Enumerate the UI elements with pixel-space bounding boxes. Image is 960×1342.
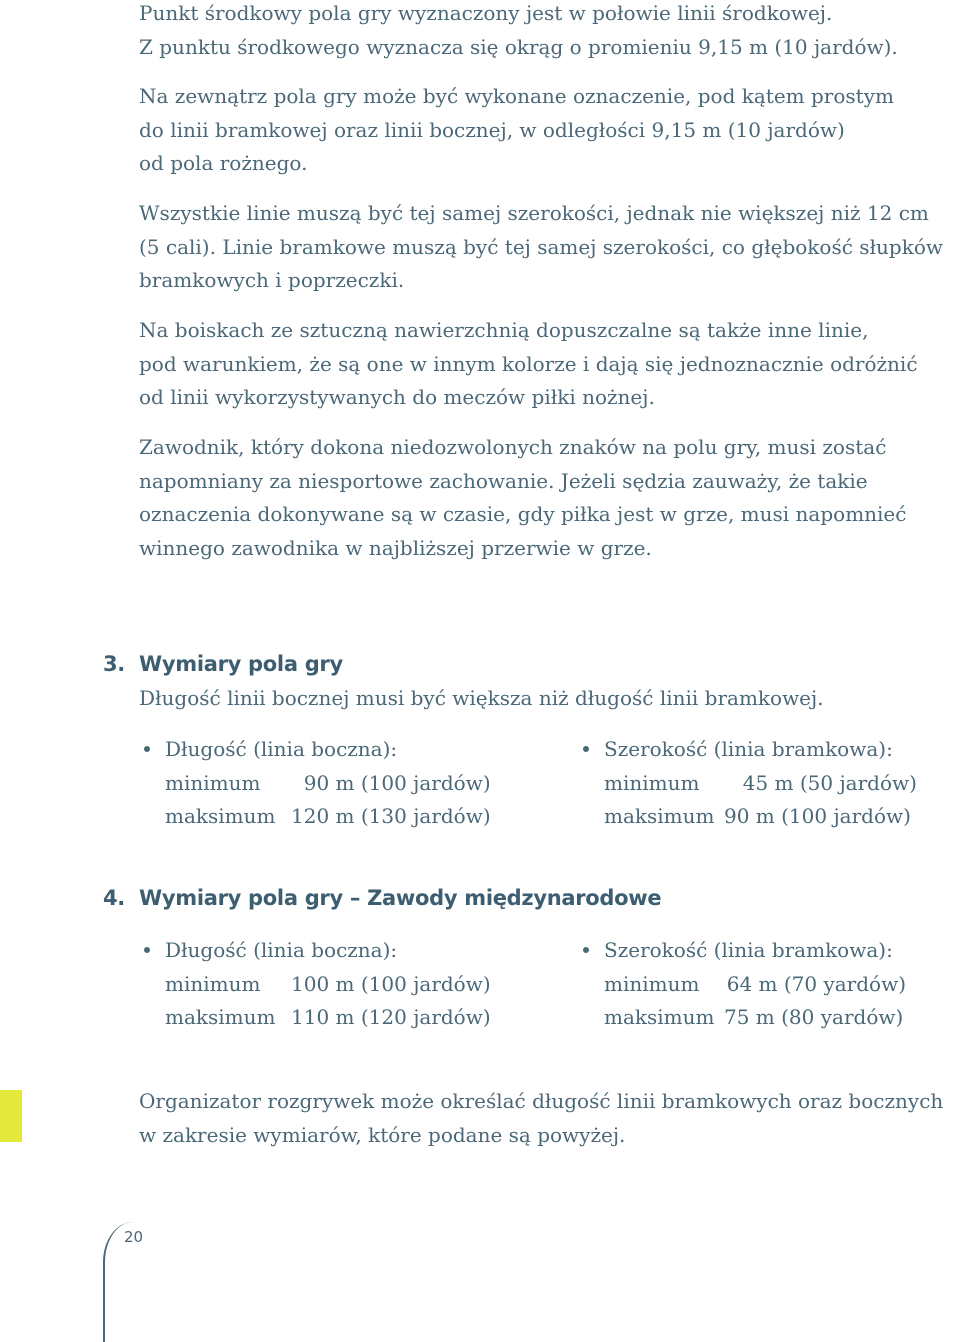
text-line: winnego zawodnika w najbliższej przerwie w grze.	[139, 535, 652, 560]
text-line: Wszystkie linie muszą być tej samej szerokości, jednak nie większej niż 12 cm	[139, 201, 929, 225]
text-line: oznaczenia dokonywane są w czasie, gdy piłka jest w grze, musi napomnieć	[139, 502, 907, 526]
text-line: do linii bramkowej oraz linii bocznej, w odległości 9,15 m (10 jardów)	[139, 117, 845, 142]
paragraph-outside-marking	[139, 80, 954, 181]
list-value: 90 m (100 jardów)	[291, 770, 491, 795]
section-3-intro	[139, 682, 954, 716]
list-key: maksimum	[604, 804, 715, 828]
page-number: 20	[124, 1228, 144, 1246]
organizer-note	[139, 1085, 960, 1152]
paragraph-unauthorized-marks	[139, 431, 954, 565]
list-value: 110 m (120 jardów)	[291, 1005, 491, 1029]
list-item	[165, 968, 491, 1002]
list-key: minimum	[165, 971, 261, 996]
paragraph-center-point	[139, 0, 954, 64]
section-title: Wymiary pola gry	[139, 652, 343, 676]
list-key: maksimum	[165, 804, 276, 828]
section-4-length-list	[165, 934, 491, 1035]
text-line: Zawodnik, który dokona niedozwolonych znaków na polu gry, musi zostać	[139, 435, 887, 459]
text-line: od linii wykorzystywanych do meczów piłki nożnej.	[139, 385, 655, 409]
list-key: minimum	[604, 770, 700, 795]
list-item	[604, 968, 906, 1002]
text-line: Z punktu środkowego wyznacza się okrąg o promieniu 9,15 m (10 jardów).	[139, 34, 898, 59]
text-line: Na boiskach ze sztuczną nawierzchnią dopuszczalne są także inne linie,	[139, 318, 869, 342]
bullet-icon	[144, 746, 150, 752]
text-line: pod warunkiem, że są one w innym kolorze i dają się jednoznacznie odróżnić	[139, 351, 918, 376]
list-label: Długość (linia boczna):	[165, 737, 398, 761]
section-3-length-list	[165, 733, 491, 834]
text-line: (5 cali). Linie bramkowe muszą być tej samej szerokości, co głębokość słupków	[139, 234, 943, 259]
section-title: Wymiary pola gry – Zawody międzynarodowe	[139, 886, 662, 910]
list-item	[604, 1001, 906, 1035]
list-item	[165, 1001, 491, 1035]
list-item	[165, 800, 491, 834]
bullet-icon	[583, 746, 589, 752]
list-label: Długość (linia boczna):	[165, 938, 398, 962]
list-item	[604, 800, 917, 834]
section-4-width-list	[604, 934, 906, 1035]
list-key: maksimum	[604, 1005, 715, 1029]
text-line: Punkt środkowy pola gry wyznaczony jest w połowie linii środkowej.	[139, 1, 833, 25]
list-value: 90 m (100 jardów)	[724, 804, 911, 828]
text-line: od pola rożnego.	[139, 151, 308, 175]
text-line: Na zewnątrz pola gry może być wykonane oznaczenie, pod kątem prostym	[139, 84, 894, 108]
bullet-icon	[144, 947, 150, 953]
section-number: 4.	[103, 886, 125, 910]
paragraph-artificial-surface	[139, 314, 954, 415]
list-value: 100 m (100 jardów)	[291, 971, 491, 996]
text-line: Długość linii bocznej musi być większa niż długość linii bramkowej.	[139, 686, 824, 710]
text-line: napomniany za niesportowe zachowanie. Jeżeli sędzia zauważy, że takie	[139, 468, 868, 493]
text-line: bramkowych i poprzeczki.	[139, 268, 405, 292]
note-line: w zakresie wymiarów, które podane są powyżej.	[139, 1122, 626, 1147]
accent-bar	[0, 1090, 22, 1142]
paragraph-line-width	[139, 197, 954, 298]
bullet-icon	[583, 947, 589, 953]
list-key: minimum	[604, 971, 700, 996]
list-key: maksimum	[165, 1005, 276, 1029]
list-value: 75 m (80 yardów)	[724, 1005, 904, 1029]
list-value: 120 m (130 jardów)	[291, 804, 491, 828]
list-item	[165, 767, 491, 801]
note-line: Organizator rozgrywek może określać długość linii bramkowych oraz bocznych	[139, 1089, 944, 1113]
section-3-width-list	[604, 733, 917, 834]
section-number: 3.	[103, 652, 125, 676]
list-item	[604, 767, 917, 801]
list-value: 64 m (70 yardów)	[714, 971, 907, 996]
list-label: Szerokość (linia bramkowa):	[604, 938, 893, 962]
list-key: minimum	[165, 770, 261, 795]
list-label: Szerokość (linia bramkowa):	[604, 737, 893, 761]
list-value: 45 m (50 jardów)	[730, 770, 917, 795]
